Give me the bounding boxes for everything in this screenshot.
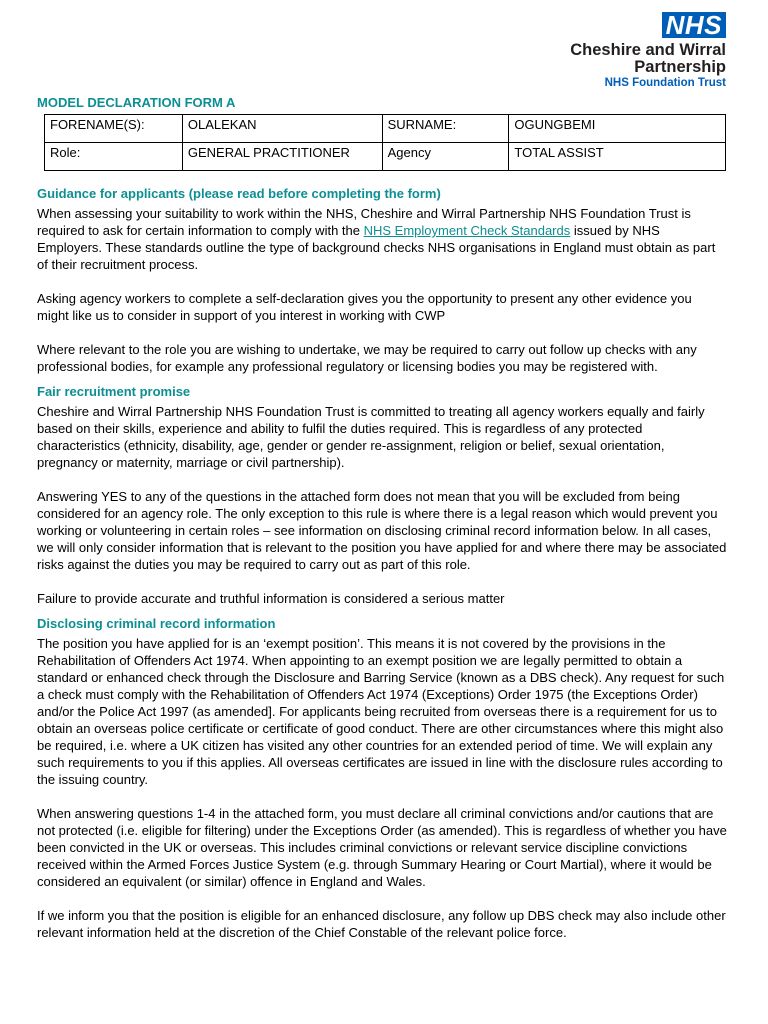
guidance-text: When assessing your suitability to work within the NHS, Cheshire and Wirral Partnership NHS Foundation Trust is required to ask for certain information to comply with the [37,206,691,238]
criminal-paragraph-3: If we inform you that the position is eligible for an enhanced disclosure, any follow up DBS check may also include other relevant information held at the discretion of the Chief Constable of the relevant police force. [37,908,726,940]
surname-label: SURNAME: [382,115,509,143]
fair-paragraph-1: Cheshire and Wirral Partnership NHS Foundation Trust is committed to treating all agency workers equally and fairly based on their skills, experience and ability to fulfil the duties required. This is regardless of any protected characteristics (ethnicity, disability, age, gender or gender re-assignment, religion or belief, sexual orientation, pregnancy or maternity, marriage or civil partnership). [37,404,705,470]
fair-paragraph-2: Answering YES to any of the questions in the attached form does not mean that you will be excluded from being considered for an agency role. The only exception to this rule is where there is a legal reason which would prevent you working or volunteering in certain roles – see information on disclosing criminal record information below. In all cases, we will only consider information that is relevant to the position you have applied for and where there may be associated risks against the duties you may be required to carry out as part of this role. [37,489,727,572]
forename-value: OLALEKAN [182,115,382,143]
org-name-line2: Partnership [634,58,726,76]
fair-paragraph-3: Failure to provide accurate and truthful information is considered a serious matter [37,591,505,606]
guidance-paragraph-1 [37,205,727,273]
applicant-details-table [44,114,726,171]
agency-label: Agency [382,143,509,171]
table-row [45,115,726,143]
employment-check-standards-link[interactable]: NHS Employment Check Standards [363,223,571,238]
org-name-line3: NHS Foundation Trust [604,77,726,89]
guidance-paragraph-3: Where relevant to the role you are wishing to undertake, we may be required to carry out follow up checks with any professional bodies, for example any professional regulatory or licensing bodies you may be registered with. [37,342,697,374]
guidance-text: issued by NHS Employers. These standards outline the type of background checks NHS organisations in England must obtain as part of their recruitment process. [37,223,716,272]
org-name-line1: Cheshire and Wirral [570,41,726,59]
role-value: GENERAL PRACTITIONER [182,143,382,171]
nhs-wordmark: NHS [662,12,726,38]
nhs-logo [570,12,726,90]
criminal-paragraph-2: When answering questions 1-4 in the attached form, you must declare all criminal convictions and/or cautions that are not protected (i.e. eligible for filtering) under the Exceptions Order (as amended). This is regardless of whether you have been convicted in the UK or overseas. This includes criminal convictions or relevant service discipline convictions received within the Armed Forces Justice System (e.g. through Summary Hearing or Court Martial), where it would be considered an equivalent (or similar) offence in England and Wales. [37,806,727,889]
document-body [37,185,727,958]
guidance-paragraph-2: Asking agency workers to complete a self-declaration gives you the opportunity to present any other evidence you might like us to consider in support of you interest in working with CWP [37,291,692,323]
agency-value: TOTAL ASSIST [509,143,726,171]
forename-label: FORENAME(S): [45,115,183,143]
role-label: Role: [45,143,183,171]
fair-recruitment-heading: Fair recruitment promise [37,384,191,399]
table-row [45,143,726,171]
criminal-record-heading: Disclosing criminal record information [37,616,276,631]
surname-value: OGUNGBEMI [509,115,726,143]
guidance-heading: Guidance for applicants (please read before completing the form) [37,186,441,201]
form-title: MODEL DECLARATION FORM A [37,95,236,110]
criminal-paragraph-1: The position you have applied for is an ‘exempt position’. This means it is not covered by the provisions in the Rehabilitation of Offenders Act 1974. When appointing to an exempt position we are legally permitted to obtain a standard or enhanced check through the Disclosure and Barring Service (known as a DBS check). Any request for such a check must comply with the Rehabilitation of Offenders Act 1974 (Exceptions) Order 1975 (the Exceptions Order) and/or the Police Act 1997 (as amended]. For applicants being recruited from overseas there is a requirement for us to obtain an overseas police certificate or certificate of good conduct. There are other circumstances where this might also be required, i.e. where a UK citizen has visited any other countries for an extended period of time. We will explain any such requirements to you if this applies. All overseas certificates are issued in line with the disclosure rules according to the issuing country. [37,636,725,787]
